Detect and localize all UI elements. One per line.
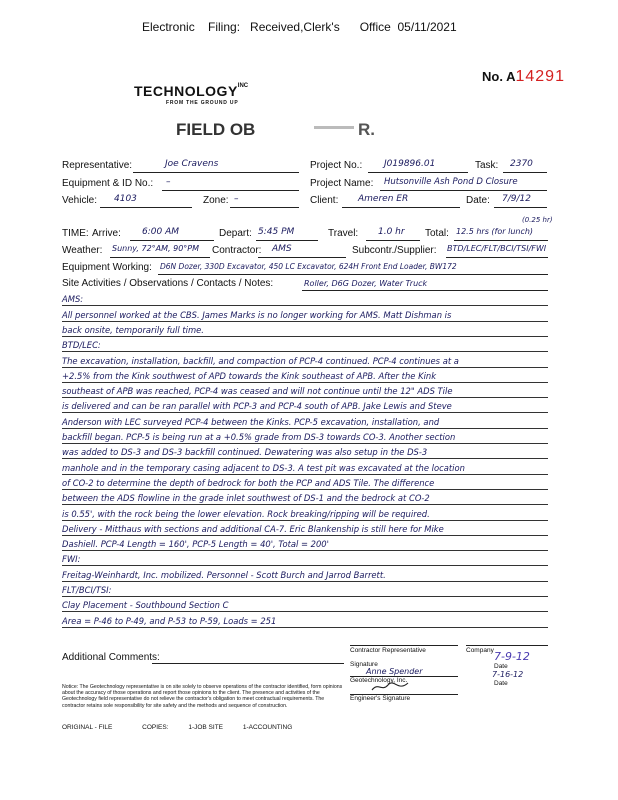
engineer-date-value: 7-16-12 — [492, 670, 524, 679]
report-number-value: 14291 — [515, 68, 565, 85]
weather-line — [110, 257, 210, 258]
form-title-smudge — [314, 126, 354, 129]
note-line: Area = P-46 to P-49, and P-53 to P-59, Loads = 251 — [62, 615, 277, 626]
date-label: Date: — [466, 195, 490, 206]
note-line: Roller, D6G Dozer, Water Truck — [304, 279, 428, 288]
weather-value: Sunny, 72°AM, 90°PM — [112, 244, 200, 253]
engineer-signature-label: Engineer's Signature — [350, 695, 411, 702]
equipment-working-value: D6N Dozer, 330D Excavator, 450 LC Excavator, 624H Front End Loader, BW172 — [160, 262, 457, 271]
company-line — [466, 645, 548, 646]
copies-label: COPIES: — [142, 724, 169, 731]
client-label: Client: — [310, 195, 339, 206]
report-number — [482, 68, 565, 86]
equipment-working-line — [158, 274, 548, 275]
note-rule — [62, 627, 548, 628]
note-line: +2.5% from the Kink southwest of APD towards the Kink southeast of APB. After the Kink — [62, 370, 437, 381]
note-rule — [62, 520, 548, 521]
geotech-label: Geotechnology, Inc. — [350, 677, 408, 684]
additional-comments-line — [152, 663, 344, 664]
task-label: Task: — [475, 160, 499, 171]
contractor-rep-label: Contractor Representative — [350, 647, 426, 654]
form-title: FIELD OB — [176, 120, 256, 139]
form-title-tail: R. — [358, 120, 375, 139]
note-rule — [62, 611, 548, 612]
note-rule — [62, 581, 548, 582]
note-rule — [62, 428, 548, 429]
note-line: All personnel worked at the CBS. James Marks is no longer working for AMS. Matt Dishman is — [62, 309, 452, 320]
logo-inc: INC — [237, 83, 249, 89]
note-rule — [62, 336, 548, 337]
contractor-value: AMS — [272, 244, 292, 254]
zone-label: Zone: — [203, 195, 229, 206]
note-line: southeast of APB was reached, PCP-4 was ceased and will not continue until the 12" ADS Tile — [62, 386, 453, 397]
note-rule — [62, 321, 548, 322]
note-rule — [62, 565, 548, 566]
note-line: is delivered and can be ran parallel with PCP-3 and PCP-4 south of APB. Jake Lewis and Steve — [62, 401, 452, 412]
logo-word: TECHNOLOGY — [134, 83, 238, 99]
additional-comments-label: Additional Comments: — [62, 652, 160, 663]
project-name-line — [380, 190, 547, 191]
total-line — [454, 240, 548, 241]
equipment-id-line — [162, 190, 299, 191]
total-note: (0.25 hr) — [522, 216, 553, 224]
project-no-line — [368, 172, 468, 173]
project-name-label: Project Name: — [310, 178, 374, 189]
note-rule — [62, 443, 548, 444]
arrive-label: Arrive: — [92, 228, 121, 239]
contractor-signature: Anne Spender — [366, 667, 423, 676]
note-line: between the ADS flowline in the grade inlet southwest of DS-1 and the bedrock at CO-2 — [62, 493, 430, 504]
note-rule — [62, 412, 548, 413]
notice-text: Notice: The Geotechnology representative is on site solely to observe operations of the contractor identified, form opinions about the accuracy of those operations and report those opinions to the client. The presence and activities of the Geotechnology field representative do not relieve the contractor's obligation to meet contractual requirements. The contractor retains sole responsibility for site safety and the methods and sequence of construction. — [62, 684, 343, 709]
note-line: FWI: — [62, 554, 81, 565]
representative-line — [133, 172, 299, 173]
note-line: FLT/BCI/TSI: — [62, 585, 112, 595]
note-rule — [62, 351, 548, 352]
company-date-value: 7-9-12 — [494, 650, 530, 663]
note-line: AMS: — [62, 294, 84, 305]
date-label-right: Date — [494, 663, 508, 670]
note-line: was added to DS-3 and DS-3 backfill continued. Dewatering was also setup in the DS-3 — [62, 447, 428, 458]
note-rule — [62, 550, 548, 551]
vehicle-value: 4103 — [114, 194, 137, 204]
client-line — [342, 207, 460, 208]
vehicle-label: Vehicle: — [62, 195, 98, 206]
note-line: manhole and in the temporary casing adjacent to DS-3. A test pit was excavated at the location — [62, 462, 465, 473]
travel-label: Travel: — [328, 228, 359, 239]
site-activities-label: Site Activities / Observations / Contacts / Notes: — [62, 278, 274, 289]
project-name-value: Hutsonville Ash Pond D Closure — [384, 177, 518, 187]
filing-header: Electronic Filing: Received,Clerk's Office 05/11/2021 — [142, 20, 457, 34]
note-rule — [62, 382, 548, 383]
travel-line — [366, 240, 420, 241]
note-rule — [62, 474, 548, 475]
total-value: 12.5 hrs (for lunch) — [456, 227, 534, 236]
representative-label: Representative: — [62, 160, 133, 171]
date-label-right-2: Date — [494, 680, 508, 687]
note-line: Delivery - Mitthaus with sections and additional CA-7. Eric Blankenship is still here for Mike — [62, 523, 444, 534]
equipment-id-label: Equipment & ID No.: — [62, 178, 154, 189]
note-line: is 0.55', with the rock being the lower elevation. Rock breaking/ripping will be required. — [62, 508, 430, 519]
date-value: 7/9/12 — [502, 194, 531, 204]
contractor-rep-line — [350, 645, 458, 646]
company-logo — [134, 83, 248, 106]
copies-row — [62, 724, 292, 731]
logo-tagline: FROM THE GROUND UP — [166, 100, 239, 106]
zone-value: – — [234, 194, 239, 204]
task-line — [503, 172, 547, 173]
client-value: Ameren ER — [358, 194, 409, 204]
note-line: of CO-2 to determine the depth of bedrock for both the PCP and ADS Tile. The difference — [62, 477, 435, 488]
note-line: Dashiell. PCP-4 Length = 160', PCP-5 Length = 40', Total = 200' — [62, 539, 329, 550]
project-no-label: Project No.: — [310, 160, 363, 171]
note-line: Freitag-Weinhardt, Inc. mobilized. Personnel - Scott Burch and Jarrod Barrett. — [62, 569, 386, 580]
equipment-id-value: – — [166, 177, 171, 187]
original-file-label: ORIGINAL - FILE — [62, 724, 113, 731]
arrive-line — [130, 240, 214, 241]
date-line — [494, 207, 547, 208]
subcontractor-value: BTD/LEC/FLT/BCI/TSI/FWI — [447, 244, 547, 253]
note-rule — [62, 535, 548, 536]
subcontractor-label: Subcontr./Supplier: — [352, 245, 437, 256]
note-rule — [62, 367, 548, 368]
travel-value: 1.0 hr — [378, 227, 405, 237]
zone-line — [230, 207, 299, 208]
signature-label: Signature — [350, 661, 378, 668]
note-line: backfill began. PCP-5 is being run at a +0.5% grade from DS-3 towards CO-3. Another section — [62, 432, 456, 442]
depart-line — [256, 240, 318, 241]
note-rule — [62, 458, 548, 459]
depart-label: Depart: — [219, 228, 252, 239]
equipment-working-label: Equipment Working: — [62, 262, 152, 273]
note-rule — [62, 504, 548, 505]
contractor-line — [258, 257, 346, 258]
note-line: back onsite, temporarily full time. — [62, 324, 204, 335]
representative-value: Joe Cravens — [165, 159, 219, 169]
note-rule — [62, 489, 548, 490]
depart-value: 5:45 PM — [258, 227, 295, 237]
note-rule — [62, 305, 548, 306]
note-rule — [62, 397, 548, 398]
report-number-label: No. A — [482, 69, 516, 84]
time-label: TIME: — [62, 228, 89, 239]
company-label: Company — [466, 647, 494, 654]
project-no-value: J019896.01 — [384, 159, 436, 169]
arrive-value: 6:00 AM — [142, 227, 179, 237]
copies-accounting: 1-ACCOUNTING — [242, 724, 293, 731]
notes-first-line — [302, 290, 548, 291]
note-line: Clay Placement - Southbound Section C — [62, 600, 229, 611]
subcontractor-line — [446, 257, 548, 258]
note-line: Anderson with LEC surveyed PCP-4 between the Kinks. PCP-5 excavation, installation, and — [62, 416, 440, 427]
contractor-label: Contractor: — [212, 245, 262, 256]
note-rule — [62, 596, 548, 597]
weather-label: Weather: — [62, 245, 103, 256]
total-label: Total: — [425, 228, 449, 239]
vehicle-line — [100, 207, 192, 208]
note-line: BTD/LEC: — [62, 340, 101, 351]
note-line: The excavation, installation, backfill, and compaction of PCP-4 continued. PCP-4 continues at a — [62, 355, 459, 366]
task-value: 2370 — [510, 159, 533, 169]
signature-mark-icon — [370, 680, 410, 694]
copies-jobsite: 1-JOB SITE — [188, 724, 224, 731]
